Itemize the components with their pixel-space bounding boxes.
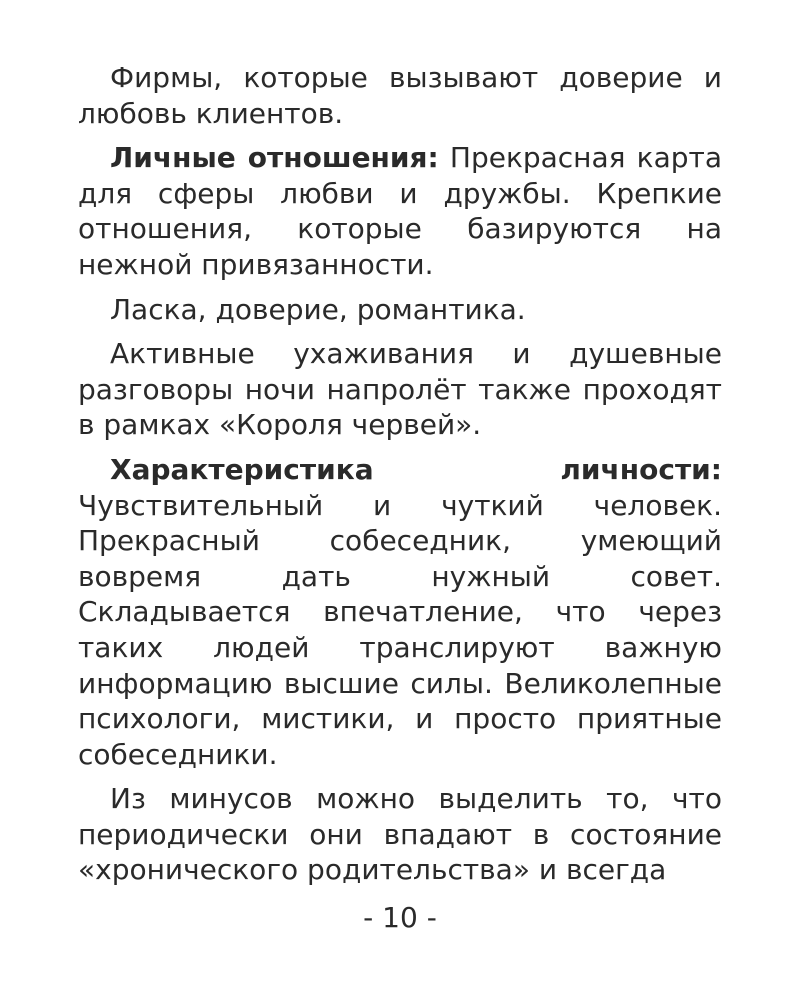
- paragraph-1: [78, 60, 722, 131]
- paragraph-5: [78, 452, 722, 772]
- paragraph-6: [78, 781, 722, 888]
- paragraph-2-lead: Личные отношения:: [110, 141, 439, 175]
- paragraph-3-text: Ласка, доверие, романтика.: [110, 292, 526, 326]
- paragraph-4: [78, 336, 722, 443]
- paragraph-2: [78, 140, 722, 282]
- page-body: [78, 60, 722, 897]
- paragraph-3: [78, 292, 722, 328]
- paragraph-6-text: Из минусов можно выделить то, что периодически они впадают в состояние «хронического родительства» и всегда: [78, 782, 722, 887]
- page-number: - 10 -: [363, 901, 437, 934]
- paragraph-2-text: Прекрасная карта для сферы любви и дружбы. Крепкие отношения, которые базируются на нежной привязанности.: [78, 141, 722, 281]
- paragraph-1-text: Фирмы, которые вызывают доверие и любовь клиентов.: [78, 61, 722, 130]
- paragraph-5-lead: Характеристика личности:: [110, 452, 722, 486]
- paragraph-5-text: Чувствительный и чуткий человек. Прекрасный собеседник, умеющий вовремя дать нужный совет. Складывается впечатление, что через таких людей транслируют важную информацию высшие силы. Великолепные психологи, мистики, и просто приятные собеседники.: [78, 488, 722, 771]
- paragraph-4-text: Активные ухаживания и душевные разговоры ночи напролёт также проходят в рамках «Короля червей».: [78, 337, 722, 442]
